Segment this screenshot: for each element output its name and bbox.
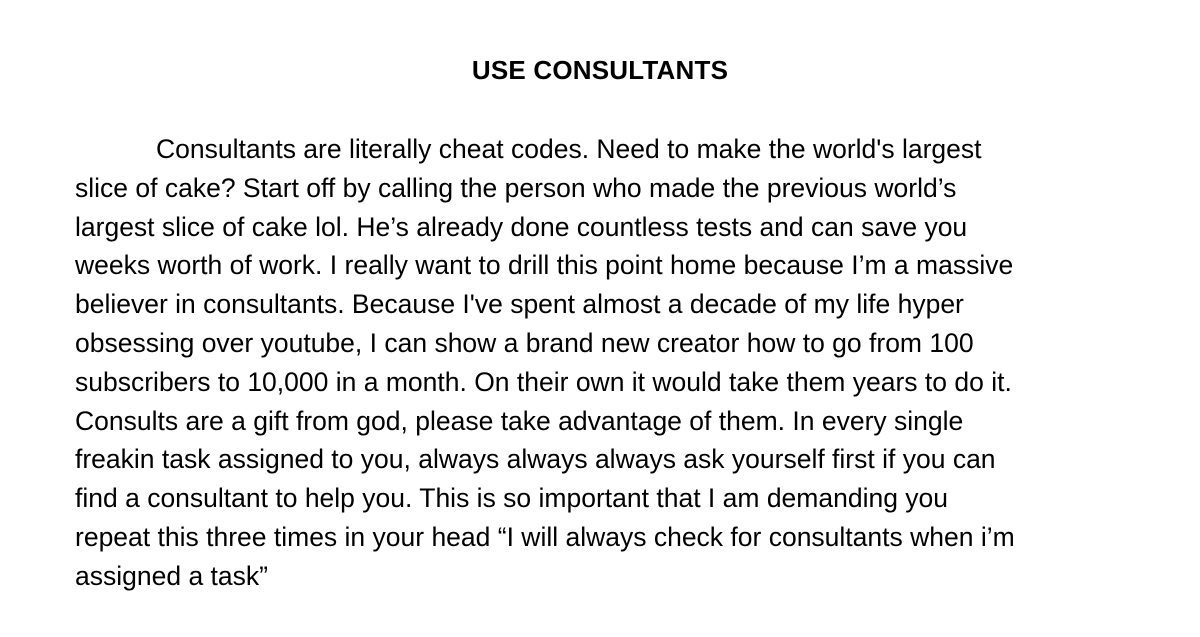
body-paragraph	[75, 130, 1135, 596]
paragraph-line: Consults are a gift from god, please take advantage of them. In every single	[75, 405, 964, 436]
paragraph-line: believer in consultants. Because I've spent almost a decade of my life hyper	[75, 289, 964, 320]
paragraph-line: slice of cake? Start off by calling the person who made the previous world’s	[75, 172, 957, 203]
paragraph-line: largest slice of cake lol. He’s already done countless tests and can save you	[75, 211, 968, 242]
paragraph-line: find a consultant to help you. This is so important that I am demanding you	[75, 483, 949, 514]
paragraph-line: weeks worth of work. I really want to drill this point home because I’m a massive	[75, 250, 1014, 281]
paragraph-line: repeat this three times in your head “I will always check for consultants when i’m	[75, 521, 1015, 552]
paragraph-line: subscribers to 10,000 in a month. On their own it would take them years to do it.	[75, 366, 1012, 397]
paragraph-line: assigned a task”	[75, 560, 268, 591]
document-title: USE CONSULTANTS	[471, 55, 729, 85]
paragraph-line: Consultants are literally cheat codes. Need to make the world's largest	[156, 134, 982, 164]
paragraph-line: freakin task assigned to you, always always always ask yourself first if you can	[75, 444, 996, 475]
paragraph-line: obsessing over youtube, I can show a brand new creator how to go from 100	[75, 327, 974, 358]
